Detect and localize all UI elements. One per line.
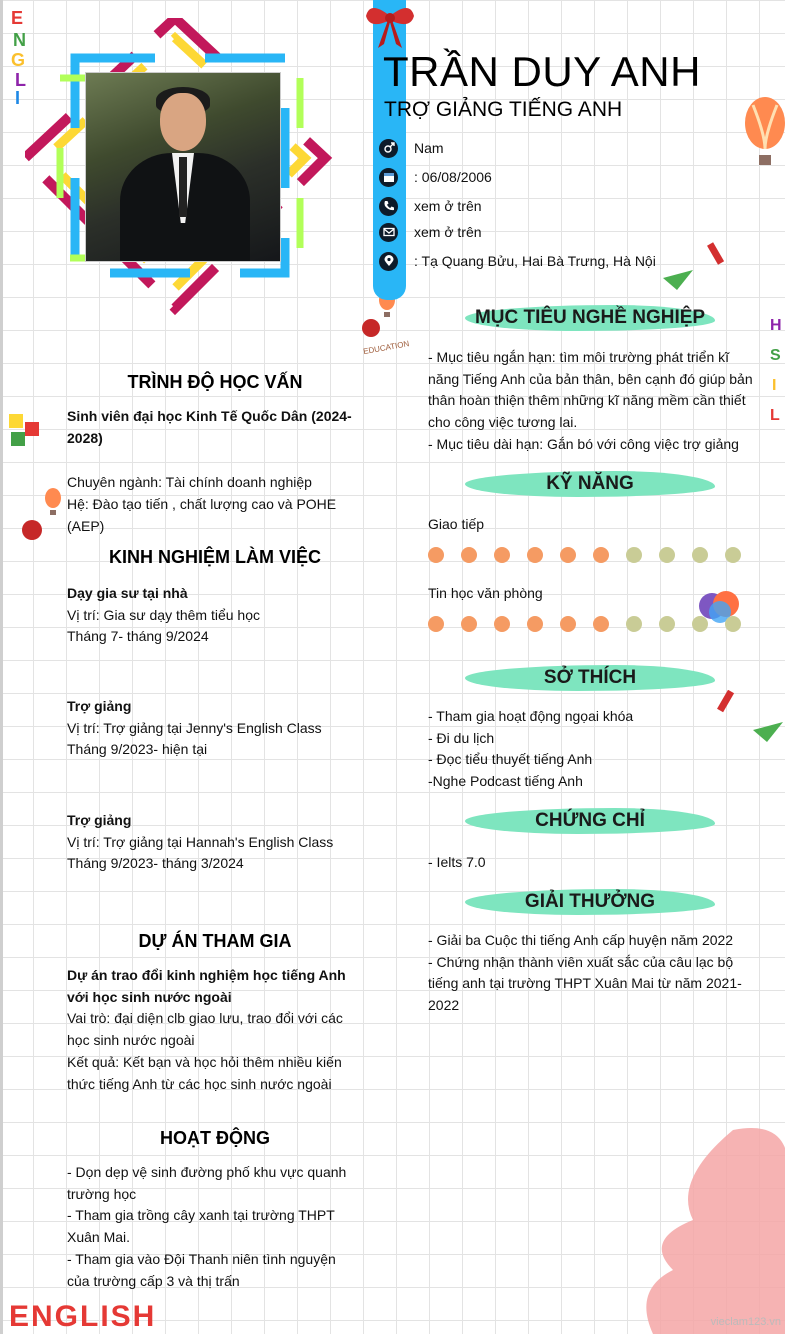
skill-dot-empty — [692, 547, 708, 563]
contact-email: xem ở trên — [414, 224, 482, 240]
activities-list — [67, 1162, 357, 1292]
english-sticker-right — [766, 300, 785, 440]
experience-time: Tháng 9/2023- tháng 3/2024 — [67, 855, 244, 872]
svg-text:H: H — [770, 317, 782, 334]
pencil-icon — [707, 242, 727, 268]
svg-text:I: I — [15, 88, 21, 108]
contact-birthday: : 06/08/2006 — [414, 169, 492, 185]
objective-heading: MỤC TIÊU NGHỀ NGHIỆP — [465, 303, 715, 333]
skill-dot-empty — [659, 616, 675, 632]
svg-text:ENGLISH: ENGLISH — [9, 1300, 157, 1333]
experience-time: Tháng 7- tháng 9/2024 — [67, 628, 209, 645]
skill-rating — [428, 547, 741, 563]
awards-list — [428, 930, 758, 1017]
bow-icon — [364, 2, 416, 50]
experience-title: Trợ giảng — [67, 698, 132, 714]
contact-address: : Tạ Quang Bửu, Hai Bà Trưng, Hà Nội — [414, 253, 656, 269]
contact-row-gender — [379, 137, 444, 159]
project-item — [67, 965, 367, 1095]
english-sticker-bottom-left — [7, 1290, 177, 1334]
objective-short: - Mục tiêu ngắn hạn: tìm môi trường phát triển kĩ năng Tiếng Anh của bản thân, bên cạnh đó giúp bản thân hoàn thiện thêm những kĩ năng mềm cần thiết cho công việc tương lai. — [428, 349, 753, 431]
project-name: Dự án trao đổi kinh nghiệm học tiếng Anh với học sinh nước ngoài — [67, 967, 346, 1005]
education-major: Chuyên ngành: Tài chính doanh nghiệp — [67, 474, 312, 490]
education-school: Sinh viên đại học Kinh Tế Quốc Dân (2024-2028) — [67, 408, 352, 446]
contact-phone: xem ở trên — [414, 198, 482, 214]
experience-heading: KINH NGHIỆM LÀM VIỆC — [108, 547, 321, 567]
hobbies-heading: SỞ THÍCH — [465, 663, 715, 693]
skill-dot-empty — [692, 616, 708, 632]
skill-dot-filled — [593, 547, 609, 563]
contact-row-birthday — [379, 166, 492, 188]
svg-text:I: I — [772, 377, 777, 394]
education-sticker — [361, 318, 413, 354]
calendar-icon — [379, 168, 398, 187]
skill-dot-empty — [626, 616, 642, 632]
award-item: - Chứng nhận thành viên xuất sắc của câu lạc bộ tiếng anh tại trường THPT Xuân Mai từ năm 2021-2022 — [428, 953, 742, 1014]
skill-dot-filled — [461, 616, 477, 632]
balloon-icon — [43, 488, 63, 518]
skill-dot-filled — [461, 547, 477, 563]
svg-text:L: L — [770, 407, 780, 424]
contact-gender: Nam — [414, 140, 444, 156]
phone-icon — [379, 197, 398, 216]
pink-splash-decoration — [633, 1120, 785, 1334]
gender-icon — [379, 139, 398, 158]
skill-dot-empty — [725, 547, 741, 563]
location-icon — [379, 252, 398, 271]
skill-dot-filled — [527, 616, 543, 632]
skill-dot-empty — [725, 616, 741, 632]
experience-position: Vị trí: Trợ giảng tại Jenny's English Class — [67, 719, 322, 736]
svg-text:E: E — [11, 8, 24, 28]
awards-heading: GIẢI THƯỞNG — [465, 887, 715, 917]
experience-item — [67, 583, 367, 648]
skill-label: Giao tiếp — [428, 516, 485, 532]
skill-rating — [428, 616, 741, 632]
skill-dot-empty — [626, 547, 642, 563]
activity-item: - Tham gia trồng cây xanh tại trường THPT Xuân Mai. — [67, 1207, 335, 1246]
experience-title: Trợ giảng — [67, 812, 132, 828]
hobbies-list — [428, 706, 758, 793]
svg-text:G: G — [11, 50, 26, 70]
experience-item — [67, 696, 367, 761]
contact-row-address — [379, 250, 656, 272]
skill-dot-filled — [494, 616, 510, 632]
objective-long: - Mục tiêu dài hạn: Gắn bó với công việc trợ giảng — [428, 435, 739, 452]
balloon-icon — [743, 95, 785, 175]
hobby-item: - Tham gia hoạt động ngọai khóa — [428, 708, 634, 724]
activity-item: - Tham gia vào Đội Thanh niên tình nguyện của trường cấp 3 và thị trấn — [67, 1250, 336, 1289]
skill-dot-filled — [428, 547, 444, 563]
svg-text:N: N — [13, 30, 26, 50]
hobby-item: - Đi du lịch — [428, 729, 495, 746]
experience-item — [67, 810, 367, 875]
candidate-name: TRẦN DUY ANH — [383, 48, 701, 95]
skills-heading: KỸ NĂNG — [465, 469, 715, 499]
project-role: Vai trò: đại diện clb giao lưu, trao đổi với các học sinh nước ngoài — [67, 1010, 343, 1049]
activity-item: - Dọn dẹp vệ sinh đường phố khu vực quanh trường học — [67, 1164, 347, 1202]
candidate-role: TRỢ GIẢNG TIẾNG ANH — [384, 98, 623, 121]
paper-plane-icon — [663, 270, 693, 290]
award-item: - Giải ba Cuộc thi tiếng Anh cấp huyện năm 2022 — [428, 932, 734, 948]
svg-text:L: L — [15, 70, 26, 90]
activities-heading: HOẠT ĐỘNG — [160, 1128, 270, 1148]
skill-dot-filled — [560, 547, 576, 563]
skill-dot-filled — [494, 547, 510, 563]
skill-dot-empty — [659, 547, 675, 563]
project-result: Kết quả: Kết bạn và học hỏi thêm nhiều kiến thức tiếng Anh từ các học sinh nước ngoài — [67, 1053, 342, 1092]
email-icon — [379, 223, 398, 242]
skill-dot-filled — [560, 616, 576, 632]
shield-sticker-icon — [21, 518, 43, 542]
skill-dot-filled — [593, 616, 609, 632]
profile-photo — [85, 72, 281, 262]
svg-text:EDUCATION: EDUCATION — [362, 339, 410, 354]
projects-heading: DỰ ÁN THAM GIA — [138, 931, 292, 951]
experience-time: Tháng 9/2023- hiện tại — [67, 741, 208, 758]
experience-title: Dạy gia sư tại nhà — [67, 585, 188, 601]
skill-dot-filled — [428, 616, 444, 632]
objective-block — [428, 347, 758, 456]
hobby-item: - Đọc tiểu thuyết tiếng Anh — [428, 751, 593, 768]
certificates-heading: CHỨNG CHỈ — [465, 806, 715, 836]
education-system: Hệ: Đào tạo tiến , chất lượng cao và POHE (AEP) — [67, 496, 337, 534]
watermark: vieclam123.vn — [710, 1316, 781, 1328]
contact-row-email — [379, 221, 482, 243]
contact-row-phone — [379, 195, 482, 217]
hobby-item: -Nghe Podcast tiếng Anh — [428, 773, 583, 790]
svg-text:S: S — [770, 347, 781, 364]
skill-dot-filled — [527, 547, 543, 563]
certificate-item: - Ielts 7.0 — [428, 854, 486, 870]
experience-position: Vị trí: Gia sư dạy thêm tiểu học — [67, 606, 261, 623]
experience-position: Vị trí: Trợ giảng tại Hannah's English Class — [67, 833, 334, 850]
abc-sticker-icon — [7, 408, 49, 458]
skill-label: Tin học văn phòng — [428, 585, 543, 601]
education-heading: TRÌNH ĐỘ HỌC VẤN — [127, 372, 303, 392]
